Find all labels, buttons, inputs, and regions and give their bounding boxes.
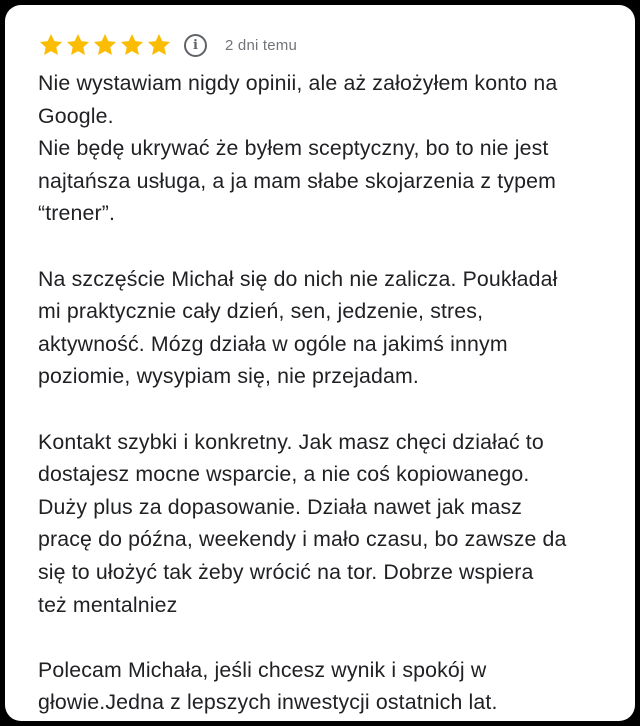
review-paragraph: [38, 67, 613, 230]
review-line: Duży plus za dopasowanie. Działa nawet jak masz: [38, 494, 523, 519]
review-paragraph: [38, 263, 613, 393]
review-line: Google.: [38, 103, 114, 128]
review-line: aktywność. Mózg działa w ogóle na jakimś innym: [38, 331, 508, 356]
star-filled-icon: [119, 32, 145, 58]
review-line: Polecam Michała, jeśli chcesz wynik i spokój w: [38, 657, 487, 682]
review-line: pracę do późna, weekendy i mało czasu, bo zawsze da: [38, 527, 567, 552]
star-rating: [38, 32, 173, 58]
review-line: Kontakt szybki i konkretny. Jak masz chęci działać to: [38, 429, 544, 454]
review-line: dostajesz mocne wsparcie, a nie coś kopiowanego.: [38, 462, 530, 487]
star-filled-icon: [146, 32, 172, 58]
review-line: najtańsza usługa, a ja mam słabe skojarzenia z typem: [38, 168, 556, 193]
review-line: też mentalniez: [38, 592, 178, 617]
review-date: 2 dni temu: [225, 36, 298, 54]
review-paragraph: [38, 654, 613, 719]
star-filled-icon: [38, 32, 64, 58]
review-line: Nie będę ukrywać że byłem sceptyczny, bo to nie jest: [38, 136, 549, 161]
star-filled-icon: [92, 32, 118, 58]
review-line: poziomie, wysypiam się, nie przejadam.: [38, 364, 419, 389]
star-filled-icon: [65, 32, 91, 58]
review-line: “trener”.: [38, 201, 116, 226]
review-line: głowie.Jedna z lepszych inwestycji ostatnich lat.: [38, 690, 498, 715]
review-meta: [38, 31, 297, 59]
review-line: Nie wystawiam nigdy opinii, ale aż założyłem konto na: [38, 71, 558, 95]
review-paragraph: [38, 426, 613, 622]
info-icon[interactable]: i: [184, 34, 207, 57]
review-line: mi praktycznie cały dzień, sen, jedzenie, stres,: [38, 299, 484, 324]
review-card: [5, 5, 635, 721]
review-line: się to ułożyć tak żeby wrócić na tor. Dobrze wspiera: [38, 559, 534, 584]
review-text: [38, 67, 613, 719]
review-line: Na szczęście Michał się do nich nie zalicza. Poukładał: [38, 266, 558, 291]
